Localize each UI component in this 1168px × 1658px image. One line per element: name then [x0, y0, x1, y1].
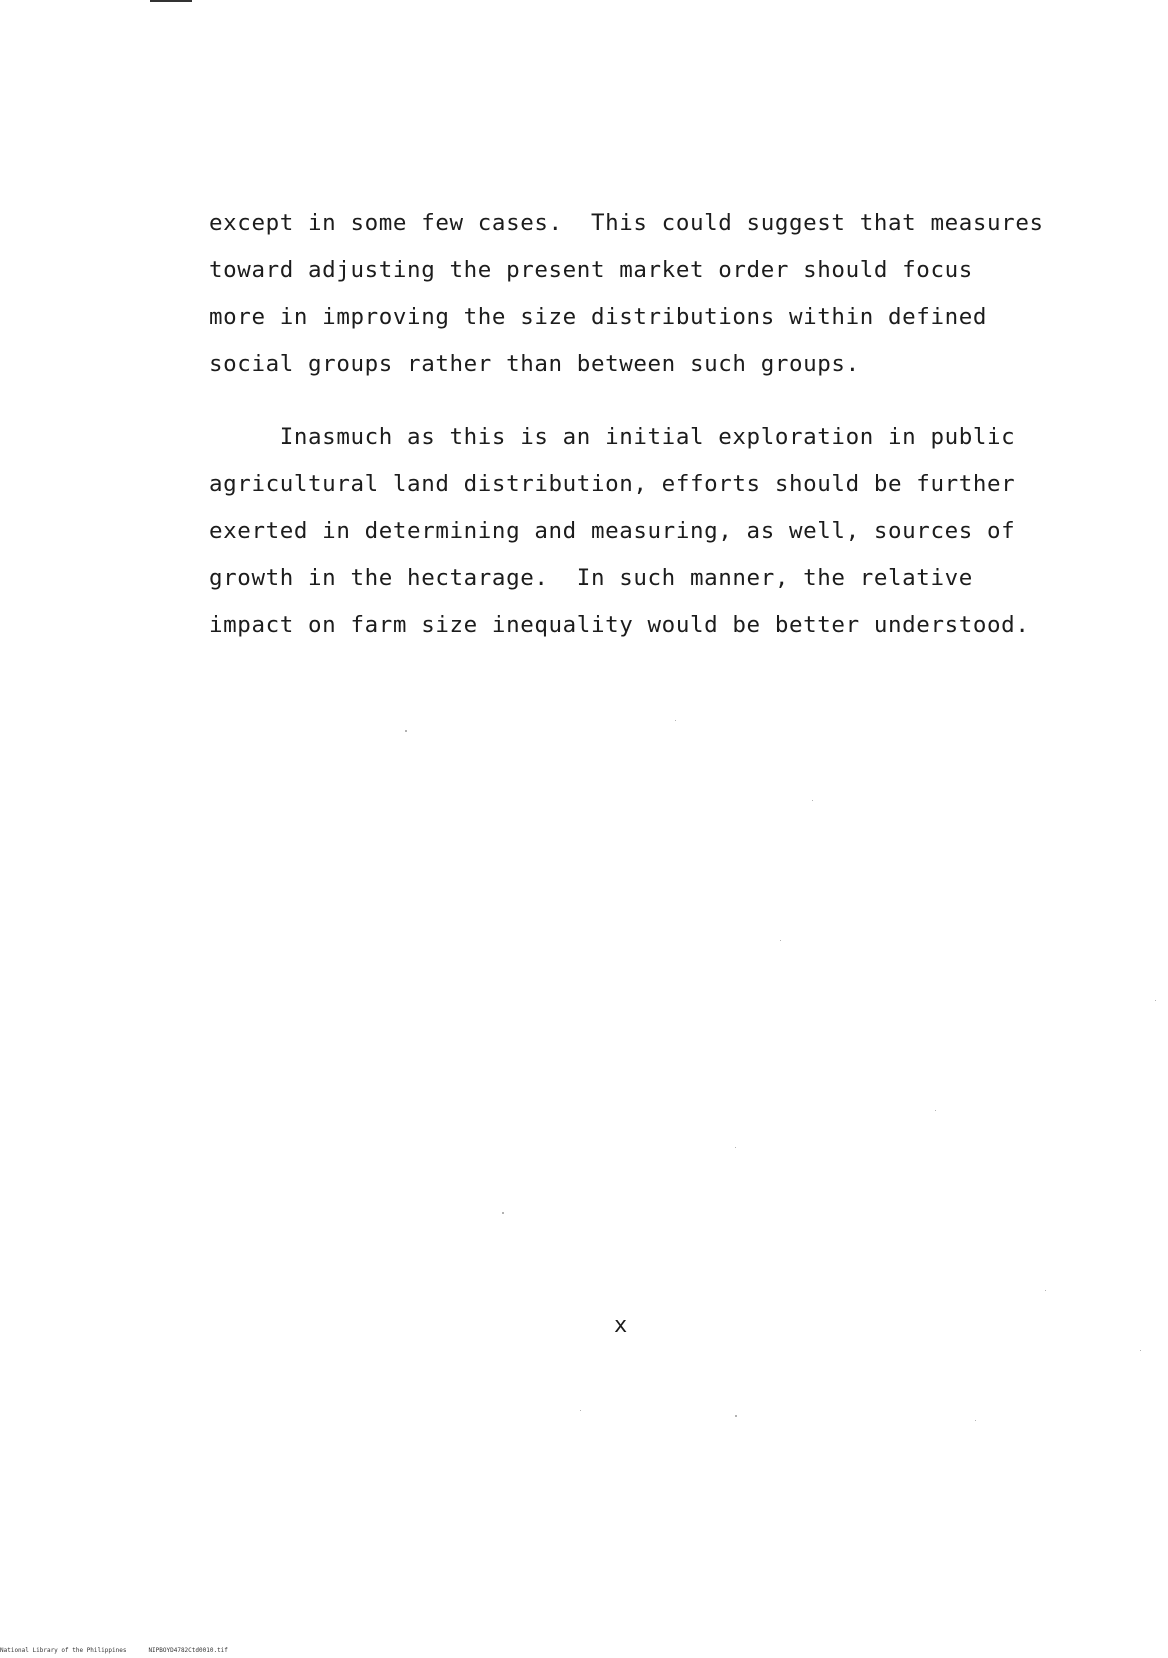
- scan-speck: [735, 1147, 736, 1148]
- text-line: more in improving the size distributions within defined: [209, 304, 988, 330]
- scan-speck: [812, 800, 813, 801]
- text-line: agricultural land distribution, efforts should be further: [209, 471, 1016, 497]
- scan-speck: [502, 1212, 504, 1214]
- scan-speck: [975, 1420, 976, 1421]
- scan-speck: [935, 1110, 936, 1111]
- scan-speck: [1155, 1000, 1156, 1001]
- text-line: impact on farm size inequality would be better understood.: [209, 612, 1030, 638]
- paragraph-2: [209, 414, 1089, 649]
- scan-mark: [150, 0, 192, 2]
- scan-speck: [1045, 1290, 1046, 1291]
- text-line: social groups rather than between such groups.: [209, 351, 860, 377]
- scan-speck: [580, 1410, 581, 1411]
- text-line: toward adjusting the present market order should focus: [209, 257, 973, 283]
- text-line: Inasmuch as this is an initial exploration in public: [209, 424, 1016, 450]
- scan-speck: [405, 730, 407, 732]
- scan-speck: [735, 1415, 737, 1417]
- footer-file: NIPBOYD4782Ctd0010.tif: [148, 1647, 228, 1654]
- text-line: exerted in determining and measuring, as well, sources of: [209, 518, 1016, 544]
- scan-speck: [1140, 1350, 1141, 1351]
- text-line: growth in the hectarage. In such manner, the relative: [209, 565, 973, 591]
- text-line: except in some few cases. This could suggest that measures: [209, 210, 1044, 236]
- scan-speck: [675, 720, 676, 721]
- scan-speck: [780, 940, 781, 941]
- page-number: x: [614, 1313, 628, 1338]
- scan-footer: [0, 1647, 250, 1655]
- paragraph-1: [209, 200, 1089, 388]
- footer-library: National Library of the Philippines: [0, 1647, 127, 1654]
